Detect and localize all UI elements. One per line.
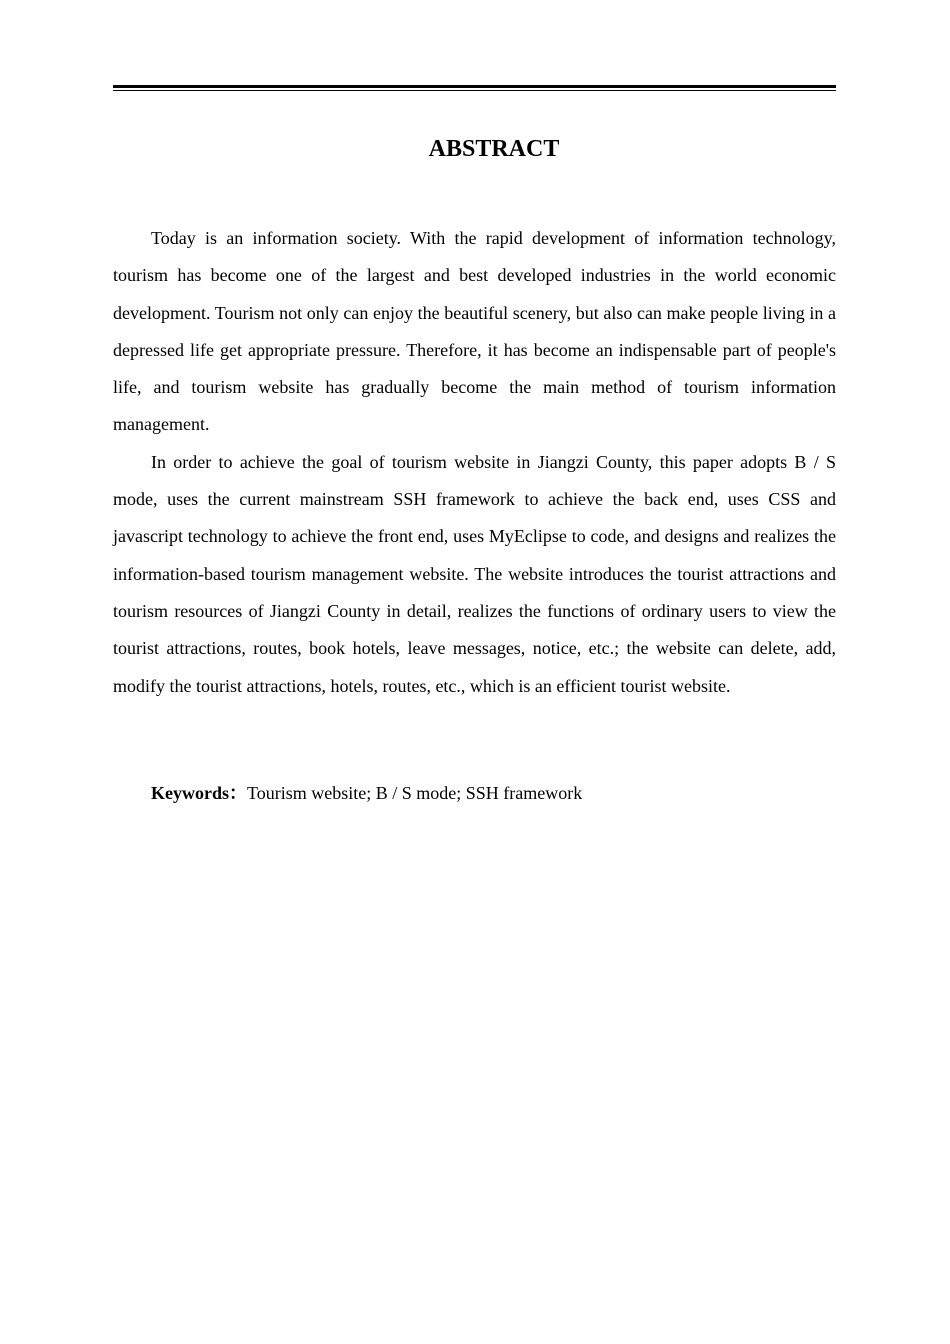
- keywords-line: [151, 776, 836, 810]
- header-rule-thick: [113, 85, 836, 88]
- abstract-paragraph-2: In order to achieve the goal of tourism website in Jiangzi County, this paper adopts B / S mode, uses the current mainstream SSH framework to achieve the back end, uses CSS and javascript technology to achieve the front end, uses MyEclipse to code, and designs and realizes the information-based tourism management website. The website introduces the tourist attractions and tourism resources of Jiangzi County in detail, realizes the functions of ordinary users to view the tourist attractions, routes, book hotels, leave messages, notice, etc.; the website can delete, add, modify the tourist attractions, hotels, routes, etc., which is an efficient tourist website.: [113, 451, 836, 696]
- keywords-value: Tourism website; B / S mode; SSH framework: [247, 783, 583, 803]
- abstract-body: [113, 220, 836, 705]
- header-double-rule: [113, 85, 836, 91]
- abstract-title: ABSTRACT: [428, 136, 560, 162]
- abstract-paragraph-1: Today is an information society. With the rapid development of information technology, tourism has become one of the largest and best developed industries in the world economic development. Tourism not only can enjoy the beautiful scenery, but also can make people living in a depressed life get appropriate pressure. Therefore, it has become an indispensable part of people's life, and tourism website has gradually become the main method of tourism information management.: [113, 228, 836, 435]
- header-rule-thin: [113, 90, 836, 91]
- keywords-label: Keywords：: [151, 783, 247, 803]
